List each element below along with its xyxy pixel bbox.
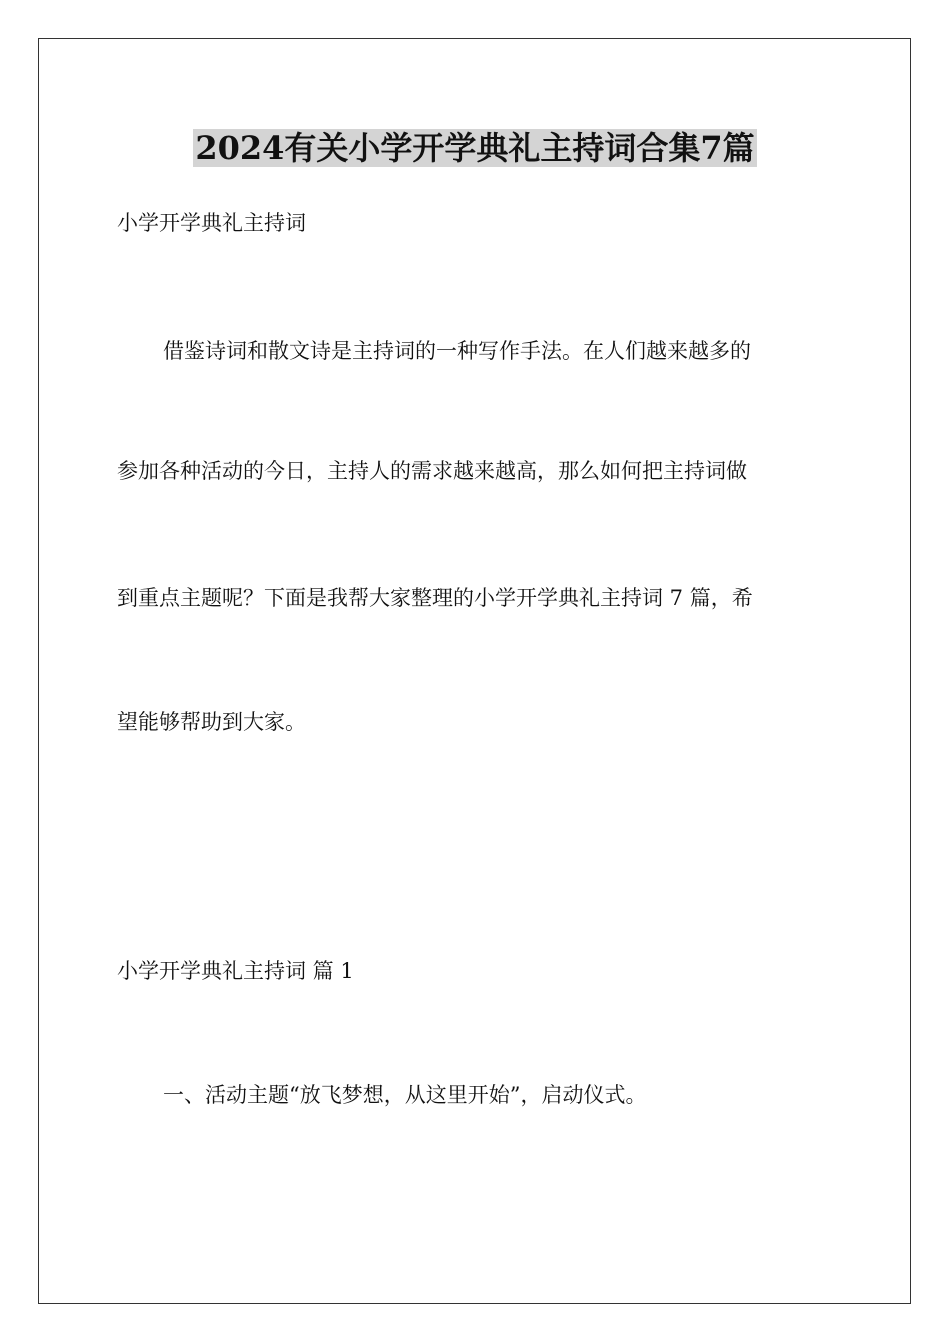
document-title: [0, 126, 950, 170]
document-title-text: 2024有关小学开学典礼主持词合集7篇: [195, 129, 755, 167]
section-heading: 小学开学典礼主持词 篇 1: [117, 959, 354, 983]
intro-line-2: 参加各种活动的今日，主持人的需求越来越高，那么如何把主持词做: [117, 459, 747, 483]
section-line-1: 一、活动主题“放飞梦想，从这里开始”，启动仪式。: [163, 1083, 647, 1107]
intro-line-4: 望能够帮助到大家。: [117, 710, 306, 734]
intro-line-1: 借鉴诗词和散文诗是主持词的一种写作手法。在人们越来越多的: [163, 339, 751, 363]
document-subtitle: 小学开学典礼主持词: [117, 211, 306, 235]
intro-line-3: 到重点主题呢？下面是我帮大家整理的小学开学典礼主持词 7 篇，希: [117, 586, 753, 610]
